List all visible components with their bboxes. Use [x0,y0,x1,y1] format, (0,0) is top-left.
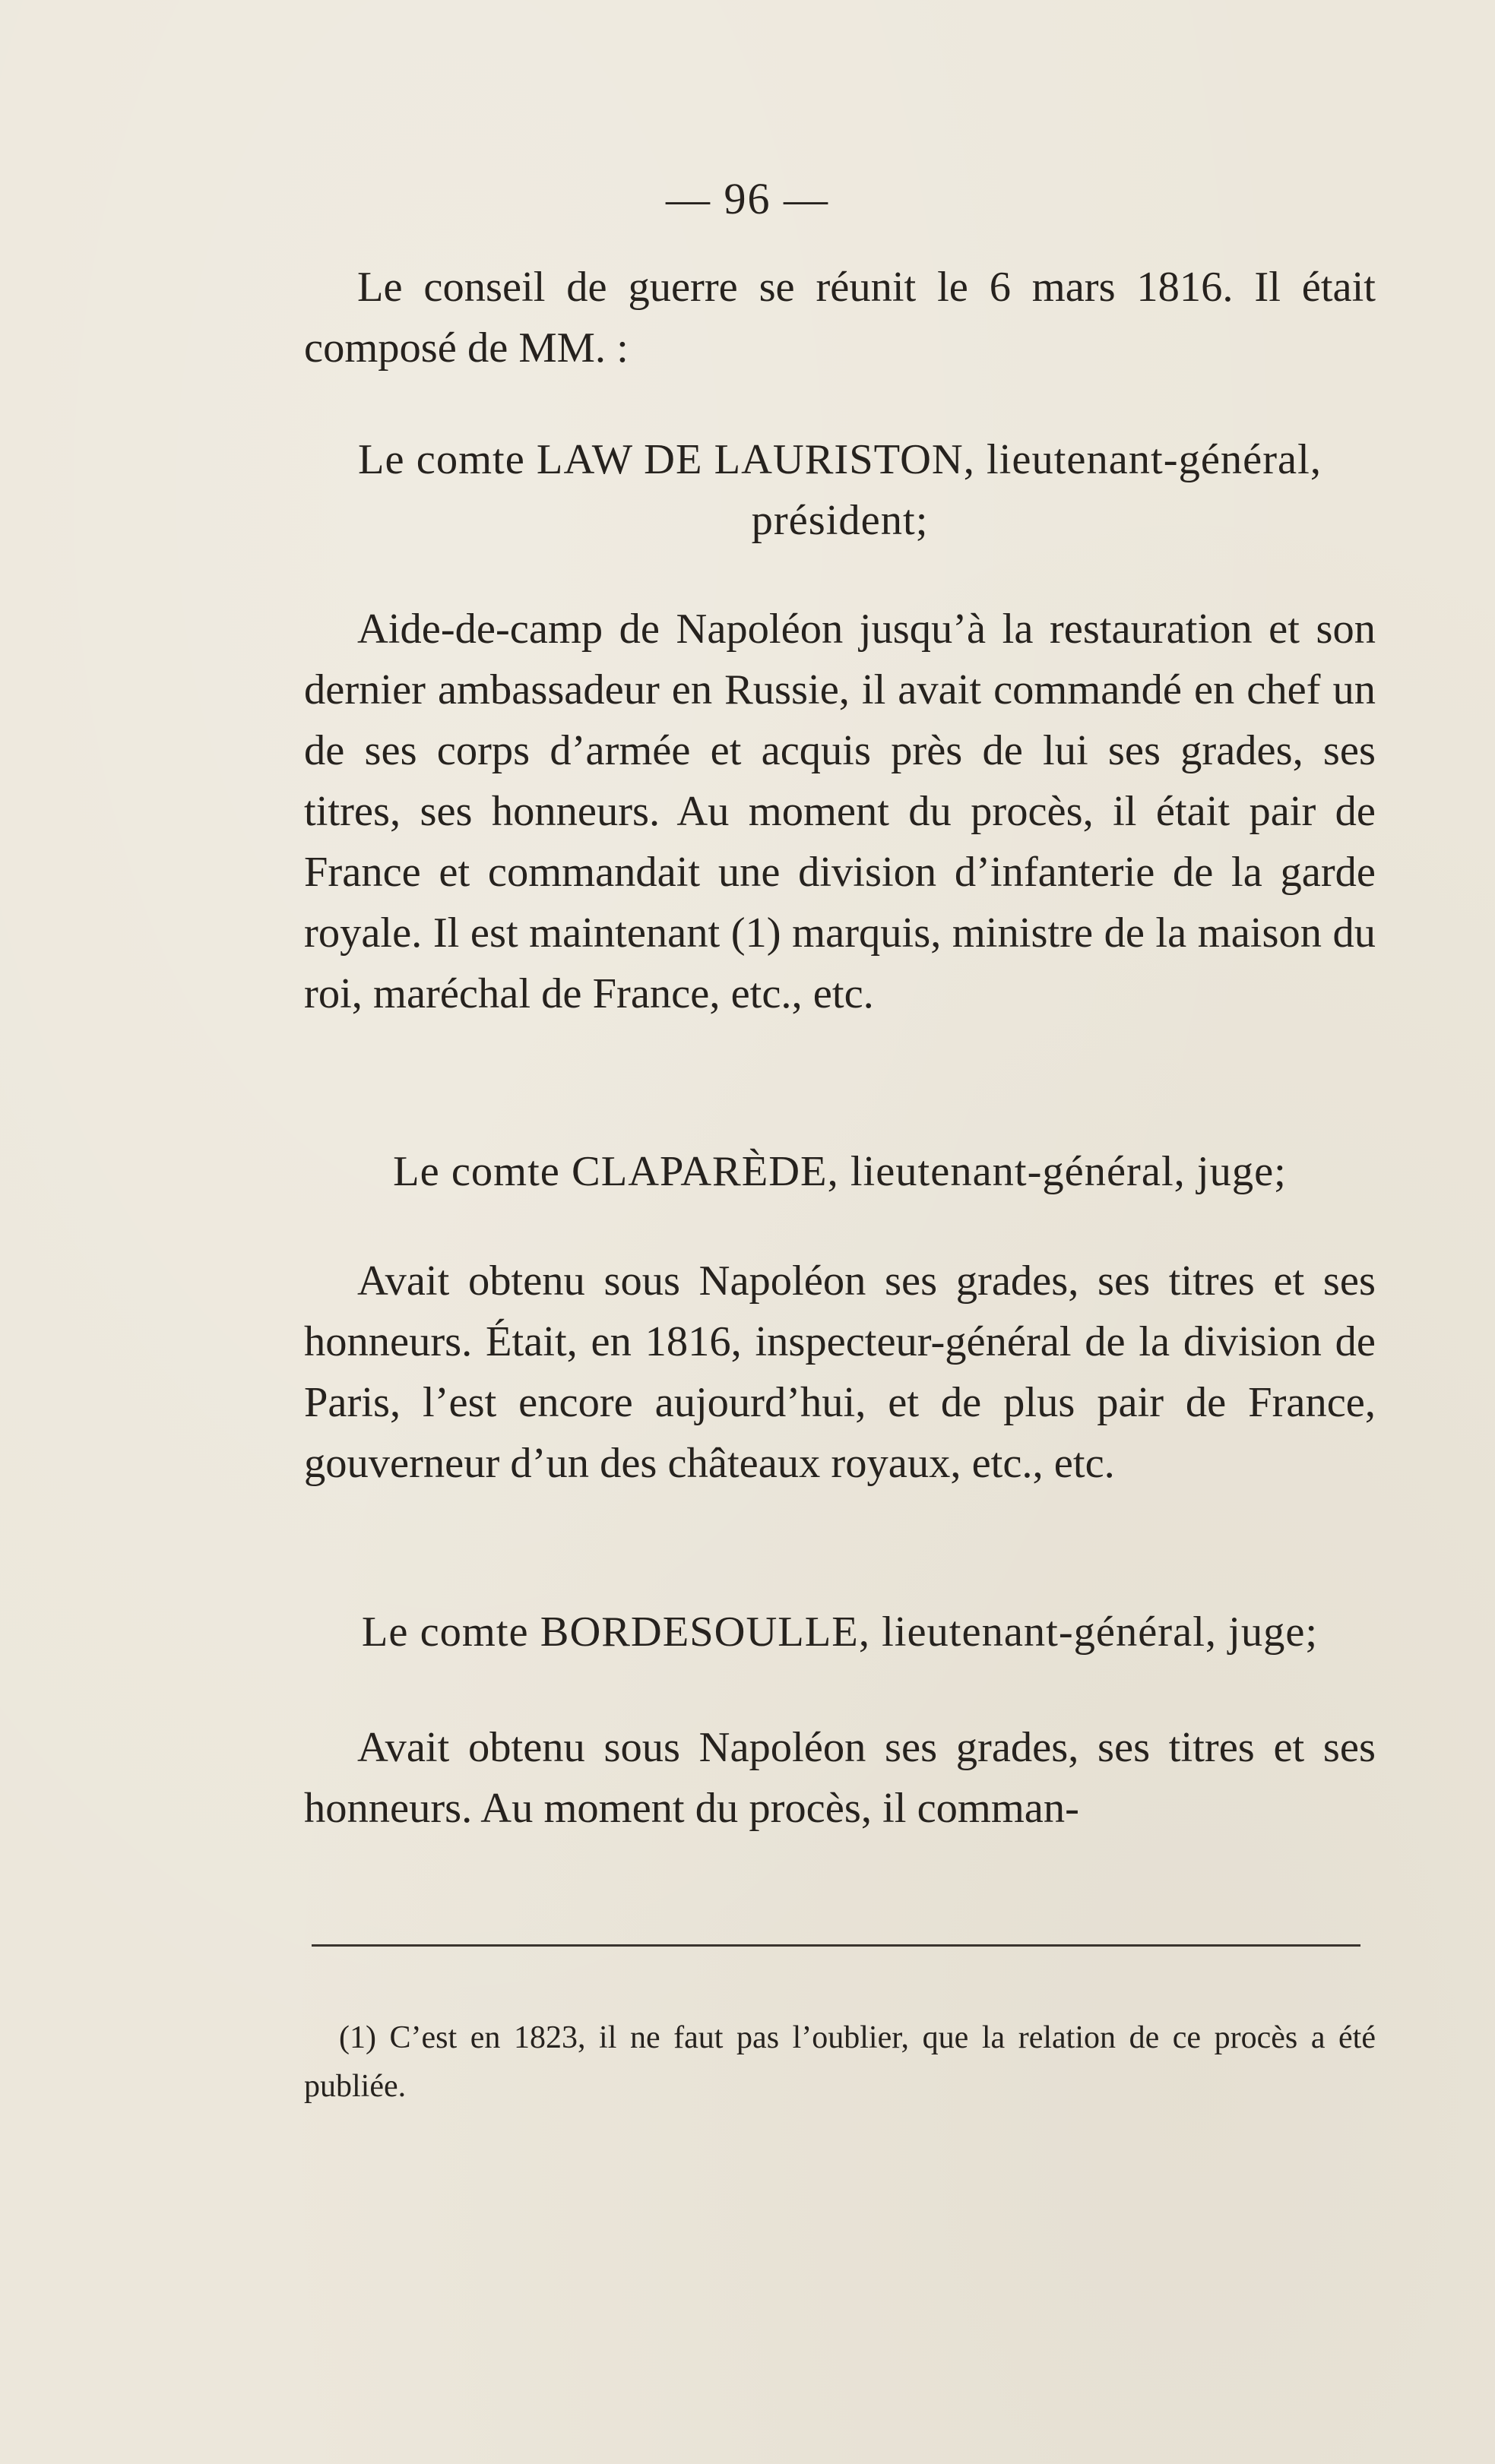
paragraph-lauriston-title: Le comte LAW DE LAURISTON, lieutenant-général, président; [358,436,1322,544]
footnote-text: (1) C’est en 1823, il ne faut pas l’oublier, que la relation de ce procès a été publiée. [304,2020,1376,2104]
paragraph-lauriston-bio: Aide-de-camp de Napoléon jusqu’à la restauration et son dernier ambassadeur en Russie, il avait commandé en chef un de ses corps d’armée et acquis près de lui ses grades, ses titres, ses honneurs. Au moment du procès, il était pair de France et commandait une division d’infanterie de la garde royale. Il est maintenant (1) marquis, ministre de la maison du roi, maréchal de France, etc., etc. [304,606,1376,1017]
paragraph-claparede-bio: Avait obtenu sous Napoléon ses grades, ses titres et ses honneurs. Était, en 1816, inspecteur-général de la division de Paris, l’est encore aujourd’hui, et de plus pair de France, gouverneur d’un des châteaux royaux, etc., etc. [304,1257,1376,1487]
paragraph-bordesoulle-title: Le comte BORDESOULLE, lieutenant-général, juge; [361,1608,1319,1656]
page-number: — 96 — [666,174,829,223]
footnote-rule [312,1944,1360,1947]
paragraph-council-date: Le conseil de guerre se réunit le 6 mars 1816. Il était composé de MM. : [304,264,1376,372]
paragraph-bordesoulle-bio: Avait obtenu sous Napoléon ses grades, ses titres et ses honneurs. Au moment du procès, il comman- [304,1724,1376,1832]
paragraph-claparede-title: Le comte CLAPARÈDE, lieutenant-général, juge; [393,1148,1287,1195]
